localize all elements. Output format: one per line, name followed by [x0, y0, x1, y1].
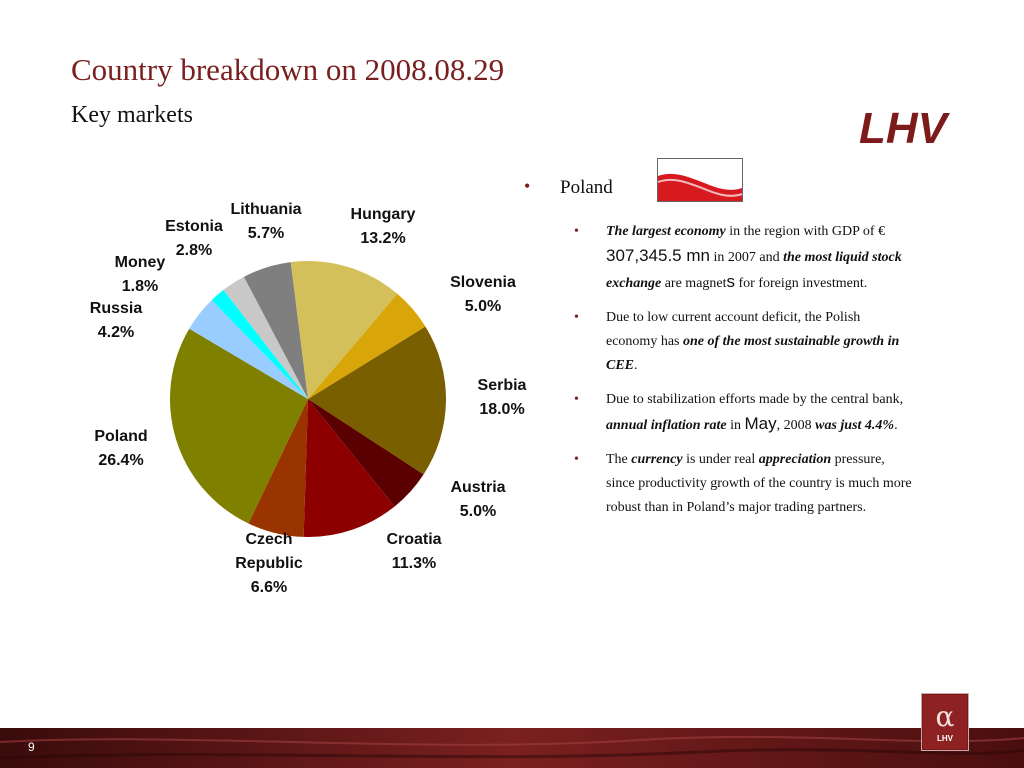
bullet-dot: • — [574, 310, 579, 325]
pie-label-poland: Poland 26.4% — [94, 428, 148, 469]
bullet-text: . — [634, 358, 638, 373]
pie-label-slovenia: Slovenia 5.0% — [450, 274, 516, 315]
pie-label-serbia: Serbia 18.0% — [477, 377, 527, 418]
pie-label-hungary: Hungary 13.2% — [350, 206, 416, 247]
lhv-logo-text: LHV — [859, 104, 947, 149]
bullet-dot: • — [524, 176, 531, 196]
pie-label-czech-republic: Czech Republic 6.6% — [235, 531, 303, 596]
bullet-text: pressure, since productivity growth of the country is much more robust than in Poland’s major trading partners. — [606, 452, 912, 515]
page-number: 9 — [28, 740, 35, 754]
country-pie-chart — [0, 150, 560, 630]
bullet-text: . — [894, 418, 898, 433]
bullet-text: annual inflation rate — [606, 418, 727, 433]
bullet-text: Due to low current account deficit, the Polish economy has — [606, 310, 861, 349]
pie-label-austria: Austria 5.0% — [450, 479, 506, 520]
bullet-text: in 2007 and — [709, 250, 784, 265]
slide-title: Country breakdown on 2008.08.29 — [71, 52, 505, 87]
bullet-list — [574, 220, 914, 530]
bullet-text: for foreign investment. — [735, 276, 868, 291]
bullet-text: s — [726, 272, 736, 291]
bullet-text: in the region with GDP of € — [725, 224, 886, 239]
bullet-text: was just 4.4% — [815, 418, 895, 433]
bullet-text: The — [606, 452, 632, 467]
bullet-text: May — [744, 414, 777, 433]
bullet-item — [574, 448, 914, 520]
badge-text: LHV — [937, 734, 953, 743]
bullet-item — [574, 388, 914, 438]
bullet-text: , 2008 — [776, 418, 816, 433]
bullet-text: in — [726, 418, 745, 433]
alpha-icon: α — [935, 700, 955, 733]
pie-label-money: Money 1.8% — [114, 254, 166, 295]
bullet-text: 307,345.5 mn — [606, 246, 710, 265]
pie-label-lithuania: Lithuania 5.7% — [230, 201, 302, 242]
bullet-text: currency — [631, 452, 683, 467]
bullet-text: appreciation — [758, 452, 832, 467]
bullet-dot: • — [574, 452, 579, 467]
bullet-text: is under real — [682, 452, 759, 467]
poland-flag-icon — [657, 158, 743, 202]
slide-subtitle: Key markets — [71, 102, 193, 128]
lhv-logo — [848, 103, 958, 149]
alpha-badge — [921, 693, 969, 751]
bullet-item — [574, 220, 914, 296]
footer-band — [0, 728, 1024, 768]
bullet-item — [574, 306, 914, 378]
bullet-text: one of the most sustainable growth in CEE — [606, 334, 900, 373]
pie-label-croatia: Croatia 11.3% — [386, 531, 442, 572]
bullet-dot: • — [574, 392, 579, 407]
bullet-text: the most liquid stock exchange — [606, 250, 902, 291]
bullet-text: are magnet — [661, 276, 727, 291]
pie-label-russia: Russia 4.2% — [89, 300, 143, 341]
pie-label-estonia: Estonia 2.8% — [165, 218, 223, 259]
bullet-text: The largest economy — [606, 224, 726, 239]
bullet-dot: • — [574, 224, 579, 239]
country-heading — [520, 174, 760, 214]
country-name: Poland — [560, 177, 613, 198]
bullet-text: Due to stabilization efforts made by the central bank, — [606, 392, 904, 407]
